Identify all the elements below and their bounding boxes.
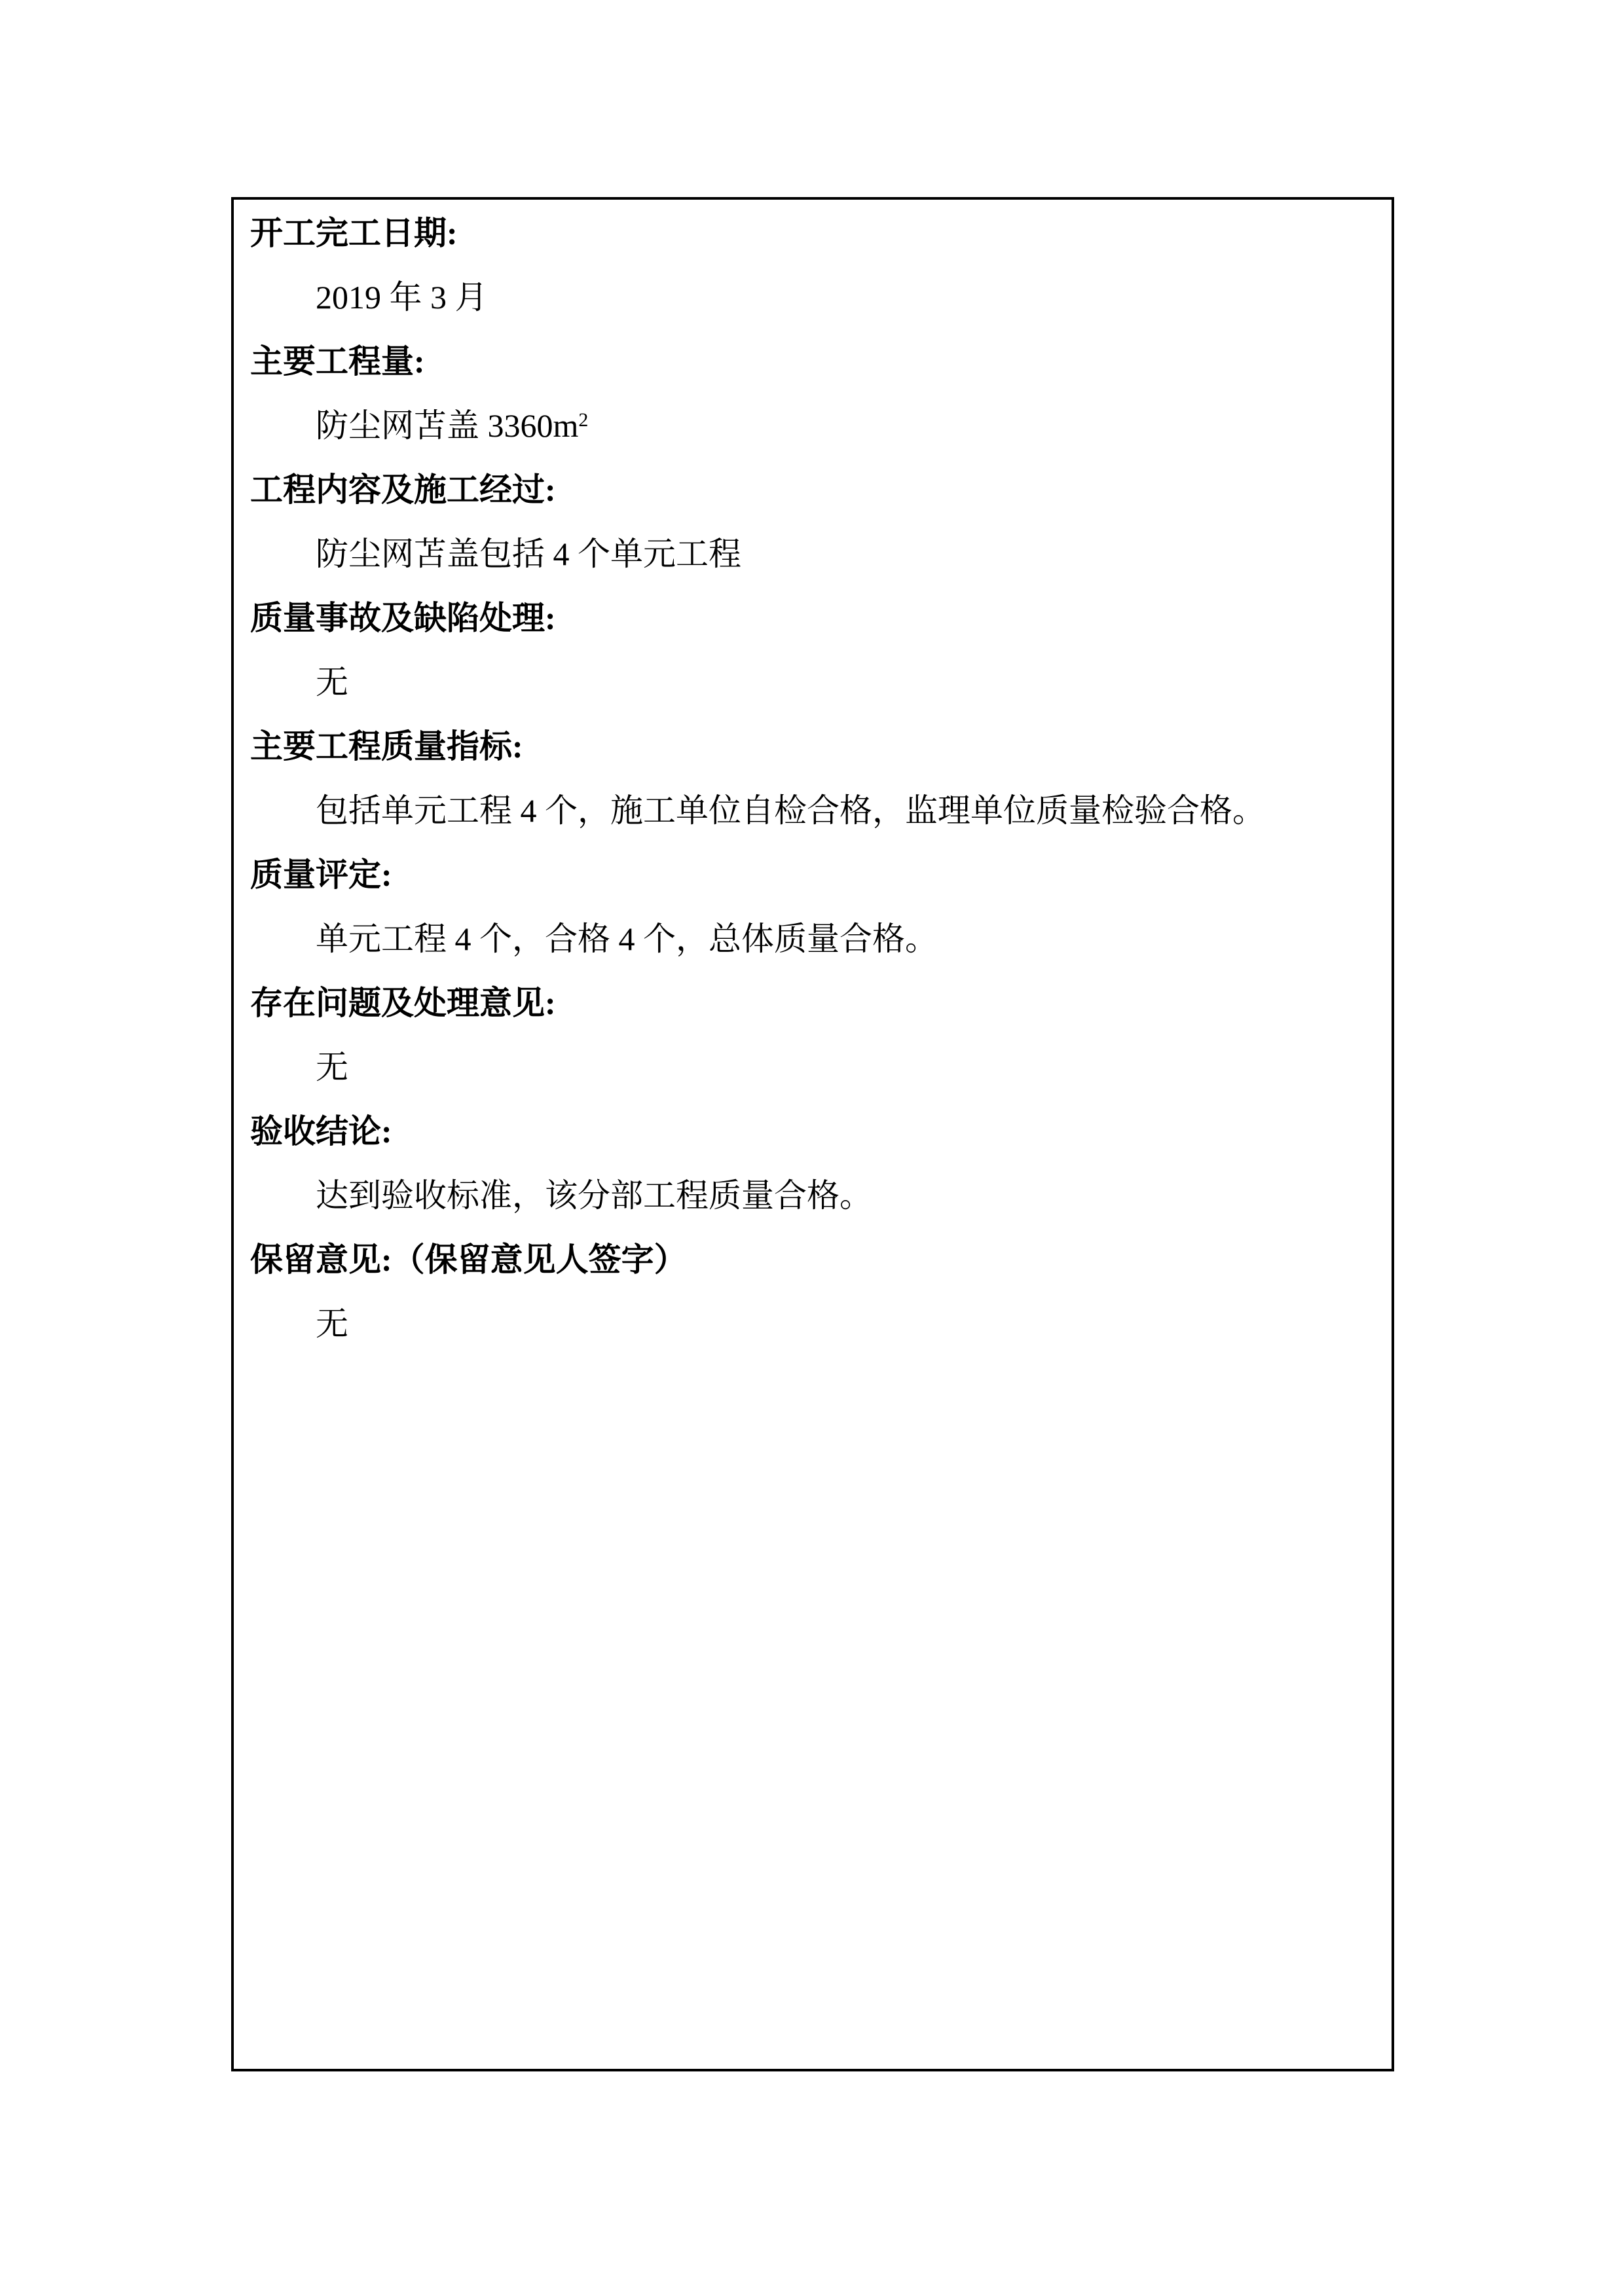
section-content: 2019 年 3 月 (316, 279, 488, 316)
section-label: 工程内容及施工经过: (250, 471, 556, 508)
section-content: 达到验收标准，该分部工程质量合格。 (316, 1177, 872, 1214)
section-quality-assessment (250, 843, 1372, 971)
section-start-completion-date (250, 201, 1372, 329)
section-acceptance-conclusion (250, 1099, 1372, 1228)
section-content: 无 (316, 1049, 348, 1085)
section-main-quantities (250, 329, 1372, 458)
section-content (250, 393, 1372, 458)
acceptance-form-border (231, 197, 1394, 2071)
section-content: 防尘网苫盖包括 4 个单元工程 (316, 536, 741, 572)
section-label: 验收结论: (250, 1113, 392, 1150)
section-label: 保留意见:（保留意见人签字） (250, 1241, 687, 1278)
section-label: 主要工程质量指标: (250, 728, 523, 765)
section-content: 包括单元工程 4 个，施工单位自检合格，监理单位质量检验合格。 (316, 792, 1265, 829)
section-label: 存在问题及处理意见: (250, 985, 556, 1021)
section-label: 质量评定: (250, 856, 392, 893)
quantity-text: 防尘网苫盖 3360m (316, 407, 579, 444)
section-content: 无 (316, 664, 348, 701)
section-quality-accidents-defects (250, 586, 1372, 714)
section-content: 无 (316, 1305, 348, 1342)
superscript-exponent: 2 (578, 409, 589, 431)
section-reserved-opinions (250, 1228, 1372, 1356)
section-problems-and-handling (250, 971, 1372, 1099)
section-main-quality-indicators (250, 714, 1372, 843)
section-content: 单元工程 4 个，合格 4 个，总体质量合格。 (316, 920, 938, 957)
section-work-content-and-process (250, 458, 1372, 586)
section-label: 开工完工日期: (250, 215, 458, 251)
section-label: 质量事故及缺陷处理: (250, 600, 556, 636)
section-label: 主要工程量: (250, 343, 425, 380)
